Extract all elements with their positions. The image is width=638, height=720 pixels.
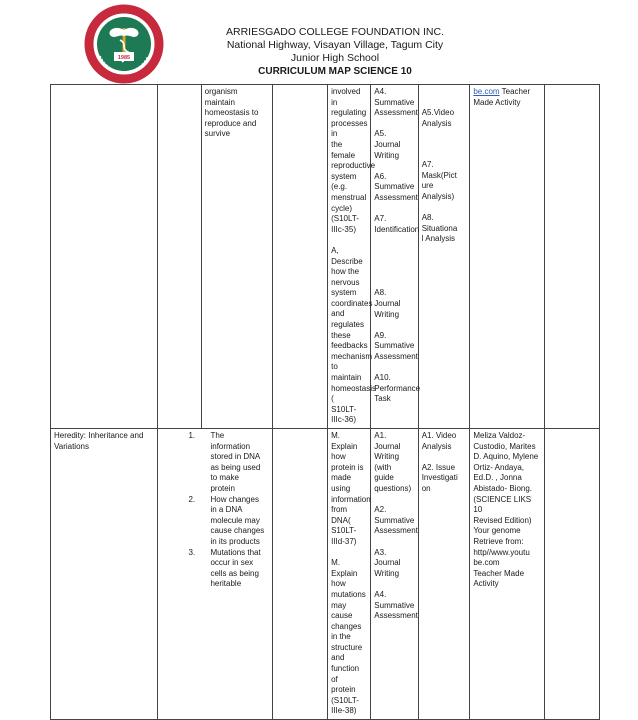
college-seal-logo — [84, 4, 164, 84]
table-row — [51, 85, 600, 429]
table-row — [51, 429, 600, 720]
activity-cell: A1. Video Analysis A2. Issue Investigati on — [418, 429, 470, 720]
list-item: 1. The information stored in DNA as being used to make protein — [188, 431, 261, 493]
resource-link[interactable]: be.com — [473, 87, 500, 96]
assessment-cell: A4. Summative Assessment A5. Journal Writing A6. Summative Assessment A7. Identification A8. Journal Writing A9. Summative Assessment A10. Performance Task — [371, 85, 418, 429]
blank-cell — [545, 429, 600, 720]
curriculum-map-table — [50, 84, 600, 720]
document-title: CURRICULUM MAP SCIENCE 10 — [258, 66, 412, 77]
resources-cell: Meliza Valdoz- Custodio, Marites D. Aquino, Mylene Ortiz- Andaya, Ed.D. , Jonna Abistado- Biong. (SCIENCE LIKS 10 Revised Edition) Your genome Retrieve from: http//www.youtu be.com Teacher Made Activity — [470, 429, 545, 720]
seal-icon — [84, 4, 164, 84]
topic-cell — [51, 85, 158, 429]
target-number-cell — [158, 85, 201, 429]
blank-cell — [273, 429, 328, 720]
competency-cell: involved in regulating processes in the female reproductive system (e.g. menstrual cycle) (S10LT- IIIc-35) A, Describe how the nervous system coordinates and regulates these feedbacks mechanism to maintain homeostasis ( S10LT- IIIc-36) — [328, 85, 371, 429]
seal-year: 1985 — [117, 55, 131, 61]
list-item: 3. Mutations that occur in sex cells as being heritable — [188, 547, 261, 589]
blank-cell — [273, 85, 328, 429]
learning-target-cell: organism maintain homeostasis to reproduce and survive — [201, 85, 273, 429]
resources-cell: be.com Teacher Made Activity — [470, 85, 545, 429]
school-level: Junior High School — [290, 52, 380, 64]
list-item: 2. How changes in a DNA molecule may cause changes in its products — [188, 494, 265, 546]
institution-address: National Highway, Visayan Village, Tagum City — [226, 39, 444, 51]
learning-target-cell — [158, 429, 273, 720]
topic-cell: Heredity: Inheritance and Variations — [51, 429, 158, 720]
document-header — [200, 26, 470, 78]
learning-target-list — [188, 431, 269, 590]
activity-cell: A5.Video Analysis A7. Mask(Pict ure Analysis) A8. Situationa l Analysis — [418, 85, 470, 429]
assessment-cell: A1. Journal Writing (with guide questions) A2. Summative Assessment A3. Journal Writing A4. Summative Assessment — [371, 429, 418, 720]
blank-cell — [545, 85, 600, 429]
institution-name: ARRIESGADO COLLEGE FOUNDATION INC. — [225, 26, 444, 38]
competency-cell: M. Explain how protein is made using information from DNA( S10LT-IIId-37) M. Explain how mutations may cause changes in the structure and function of protein (S10LT- IIIe-38) — [328, 429, 371, 720]
